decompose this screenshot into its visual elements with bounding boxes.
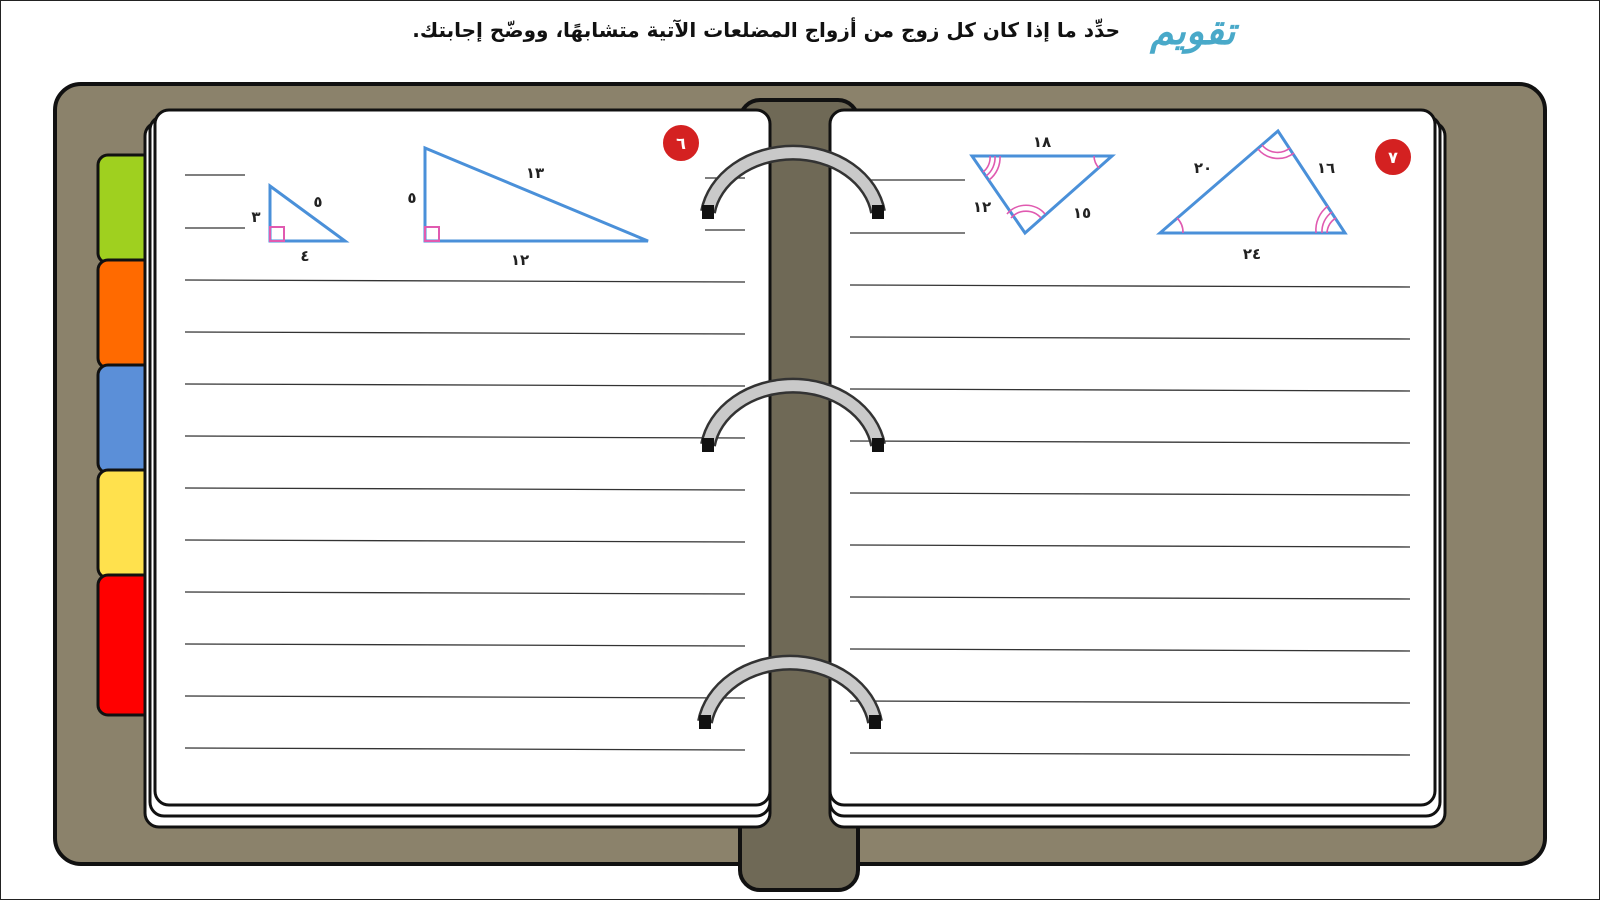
side-label: ٥ [407, 189, 417, 207]
svg-text:٦: ٦ [676, 134, 686, 153]
side-label: ١٢ [510, 251, 530, 269]
instruction-text: حدِّد ما إذا كان كل زوج من أزواج المضلعات الآتية متشابهًا، ووضّح إجابتك. [412, 18, 1120, 42]
side-label: ١٣ [525, 164, 545, 182]
problem-6-badge [662, 124, 700, 162]
logo-text: تقويم [1150, 8, 1236, 53]
side-label: ١٥ [1072, 204, 1092, 222]
svg-text:٧: ٧ [1388, 148, 1398, 167]
problem-7-badge [1374, 138, 1412, 176]
side-label: ٥ [313, 193, 323, 211]
side-label: ٤ [300, 247, 310, 265]
side-label: ١٦ [1316, 159, 1336, 177]
side-label: ٢٠ [1193, 159, 1213, 177]
side-label: ١٨ [1032, 133, 1052, 151]
side-label: ٣ [251, 208, 261, 226]
side-label: ٢٤ [1242, 245, 1262, 263]
right-page [830, 110, 1445, 827]
left-page [145, 110, 770, 827]
side-label: ١٢ [972, 198, 992, 216]
